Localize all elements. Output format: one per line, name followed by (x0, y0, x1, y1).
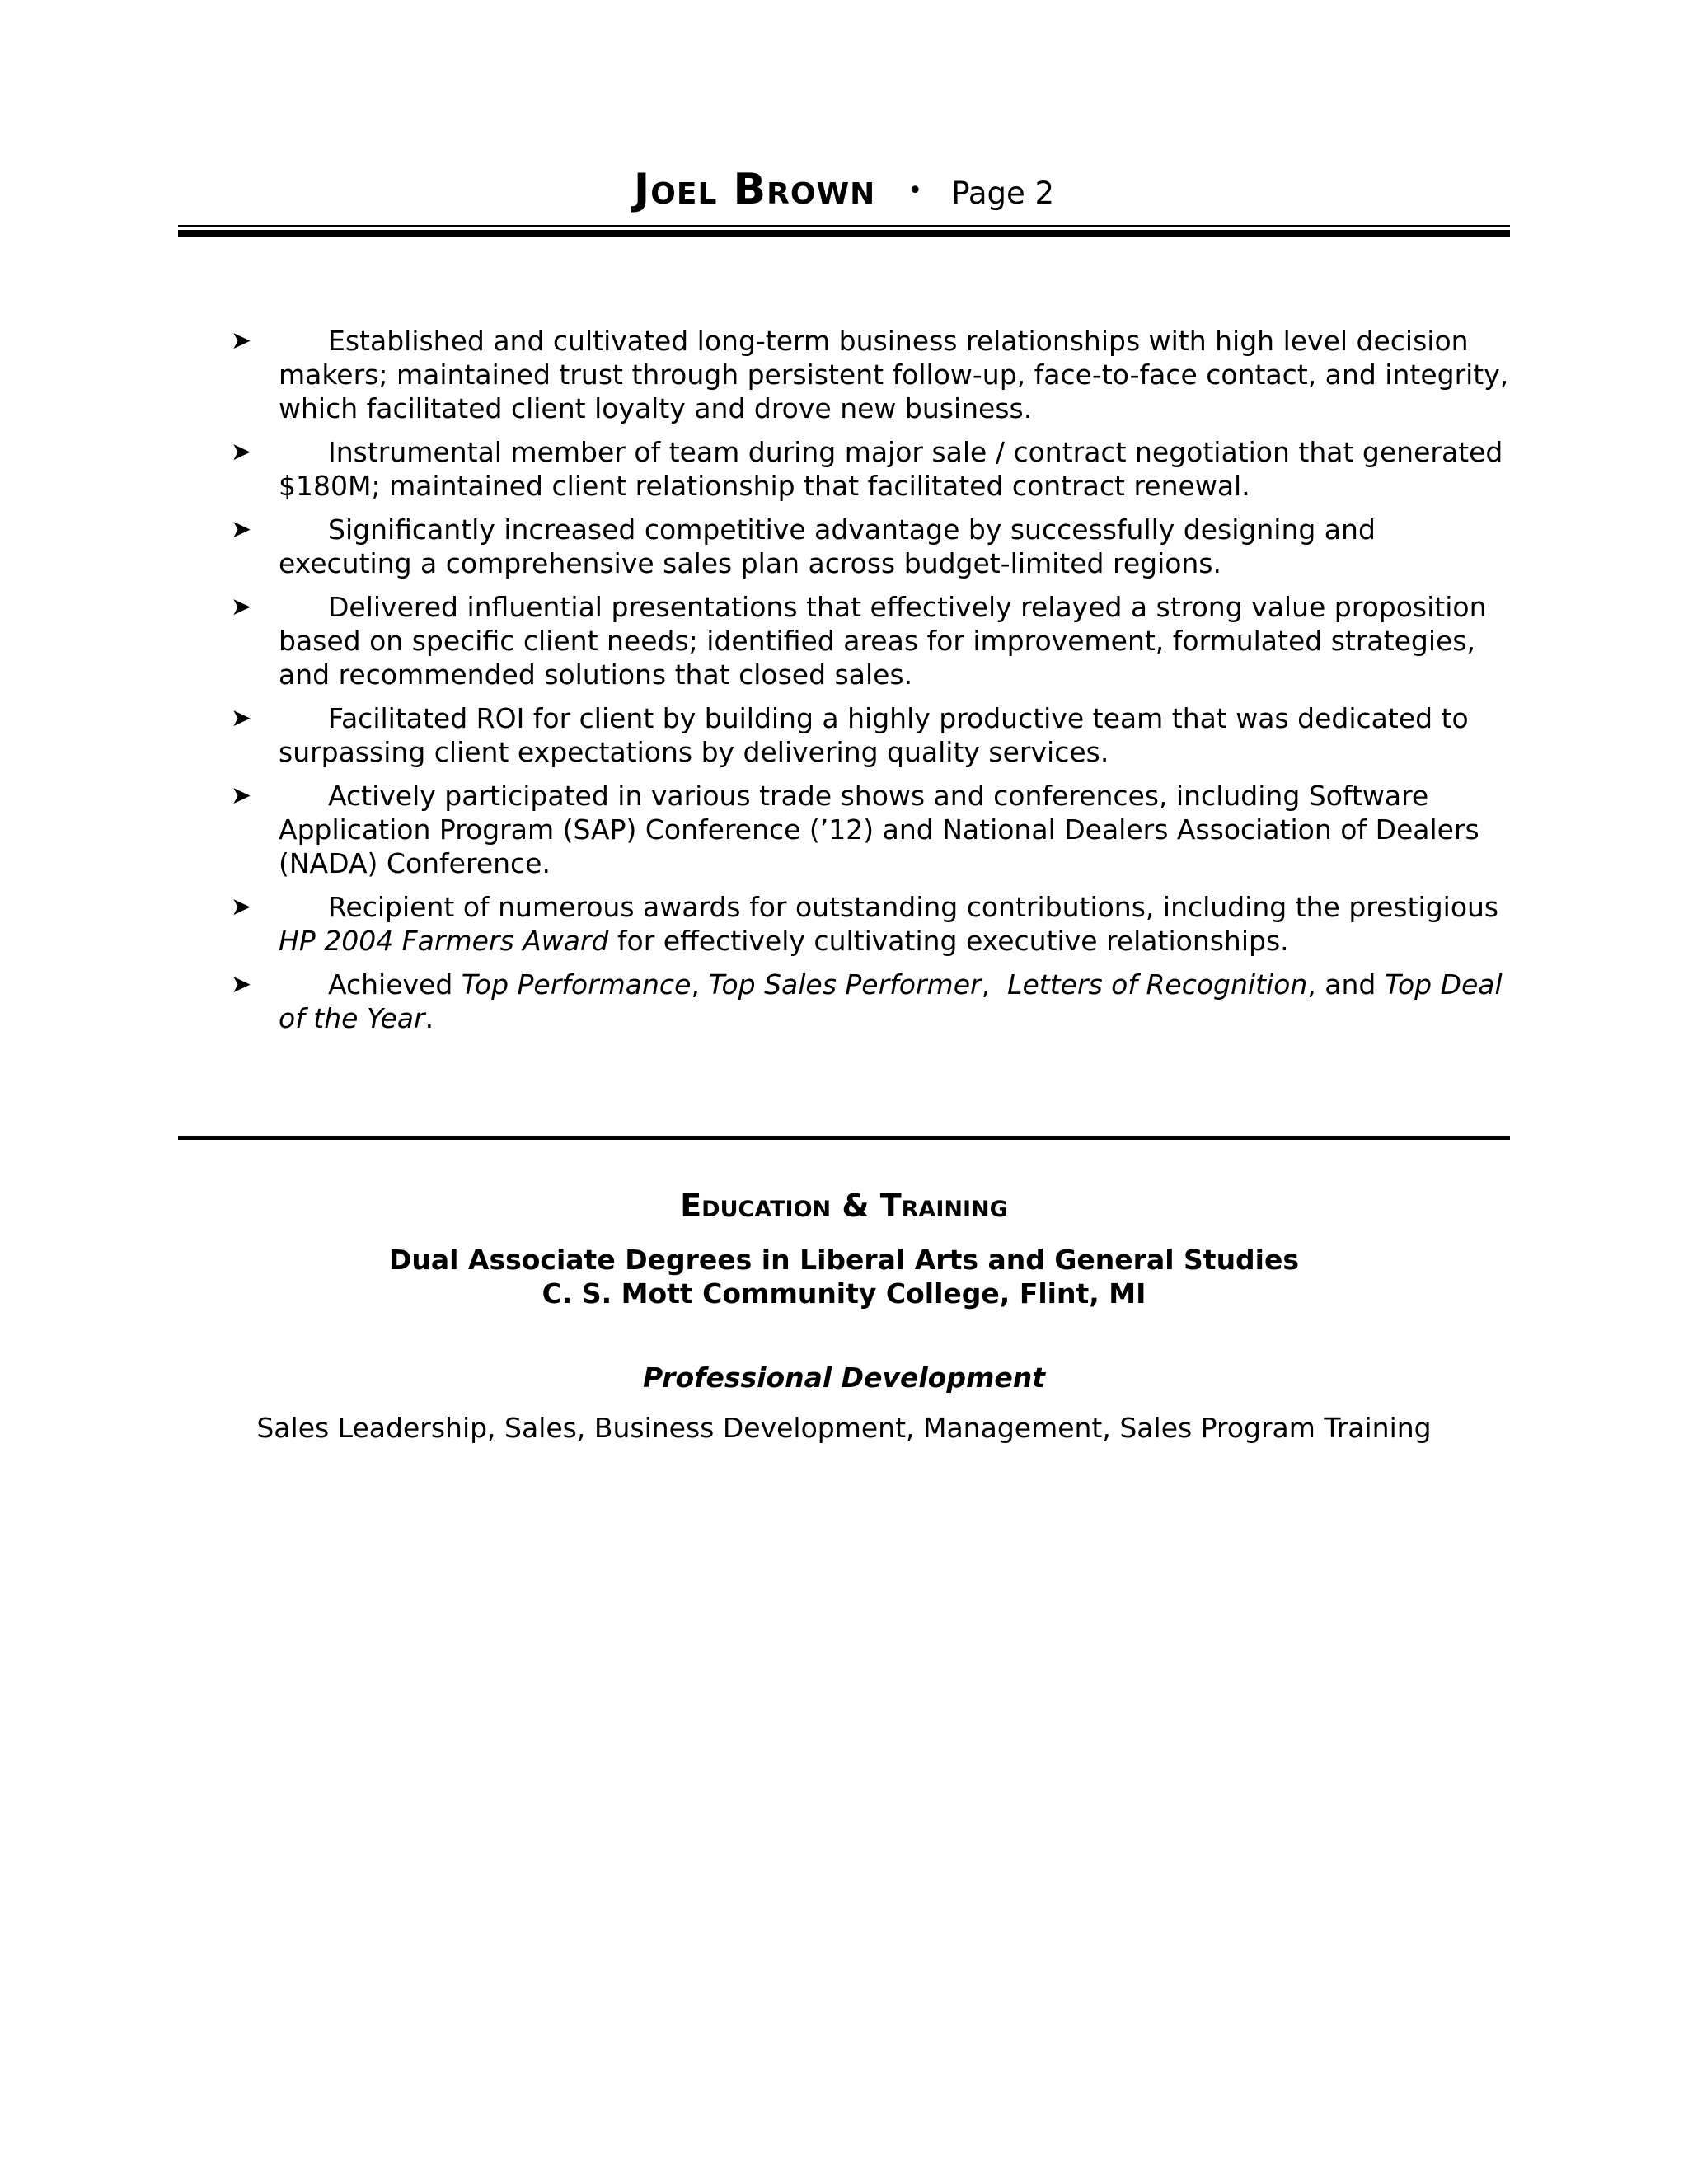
page-number: Page 2 (951, 176, 1055, 211)
list-item (231, 779, 1510, 880)
arrowhead-bullet-icon: ➤ (231, 781, 252, 810)
list-item (231, 968, 1510, 1035)
arrowhead-bullet-icon: ➤ (231, 438, 252, 466)
list-item (231, 435, 1510, 503)
list-item-text (279, 890, 1510, 958)
list-item-text (279, 968, 1510, 1035)
text-segment: . (424, 1002, 434, 1034)
award-name: HP 2004 Farmers Award (279, 925, 609, 957)
section-title: Education & Training (680, 1188, 1008, 1224)
text-segment: , (691, 968, 709, 1001)
list-item (231, 324, 1510, 425)
text-segment: , and (1307, 968, 1385, 1001)
arrowhead-bullet-icon: ➤ (231, 593, 252, 621)
school: C. S. Mott Community College, Flint, MI (542, 1277, 1146, 1310)
list-item (231, 513, 1510, 580)
header-rule-bottom (178, 230, 1510, 237)
award-name: Top Performance (461, 968, 692, 1001)
award-name: Top Sales Performer (708, 968, 982, 1001)
list-item-text: Actively participated in various trade shows and conferences, including Software Application Program (SAP) Conference (’12) and National Dealers Association of Dealers (NADA) Conference. (279, 780, 1479, 879)
arrowhead-bullet-icon: ➤ (231, 970, 252, 999)
list-item-text: Established and cultivated long-term business relationships with high level decision makers; maintained trust through persistent follow-up, face-to-face contact, and integrity, which facilitated client loyalty and drove new business. (279, 325, 1509, 424)
text-segment: for effectively cultivating executive relationships. (608, 925, 1289, 957)
arrowhead-bullet-icon: ➤ (231, 326, 252, 355)
page-header (178, 157, 1510, 232)
bullet-separator-icon: • (907, 176, 923, 205)
text-segment: Achieved (328, 968, 462, 1001)
course-list: Sales Leadership, Sales, Business Development, Management, Sales Program Training (256, 1412, 1432, 1444)
list-item-text: Significantly increased competitive advantage by successfully designing and executing a comprehensive sales plan across budget-limited regions. (279, 513, 1376, 579)
award-name: Letters of Recognition (1007, 968, 1308, 1001)
list-item-text: Delivered influential presentations that effectively relayed a strong value proposition based on specific client needs; identified areas for improvement, formulated strategies, and recommended solutions that closed sales. (279, 591, 1487, 691)
subsection-title: Professional Development (643, 1361, 1045, 1394)
arrowhead-bullet-icon: ➤ (231, 893, 252, 921)
arrowhead-bullet-icon: ➤ (231, 515, 252, 544)
text-segment: Recipient of numerous awards for outstanding contributions, including the prestigious (328, 891, 1499, 923)
list-item (231, 701, 1510, 769)
arrowhead-bullet-icon: ➤ (231, 704, 252, 733)
list-item (231, 590, 1510, 691)
award-name: Top Deal of the Year (279, 968, 1503, 1034)
degree: Dual Associate Degrees in Liberal Arts and General Studies (388, 1244, 1300, 1276)
list-item (231, 890, 1510, 958)
section-divider (178, 1136, 1510, 1140)
list-item-text: Facilitated ROI for client by building a highly productive team that was dedicated to surpassing client expectations by delivering quality services. (279, 702, 1469, 768)
list-item-text: Instrumental member of team during major sale / contract negotiation that generated $180M; maintained client relationship that facilitated contract renewal. (279, 436, 1503, 502)
candidate-name: Joel Brown (633, 165, 876, 214)
text-segment: , (981, 968, 1008, 1001)
header-rule-top (178, 225, 1510, 227)
achievements-list (231, 324, 1510, 1045)
